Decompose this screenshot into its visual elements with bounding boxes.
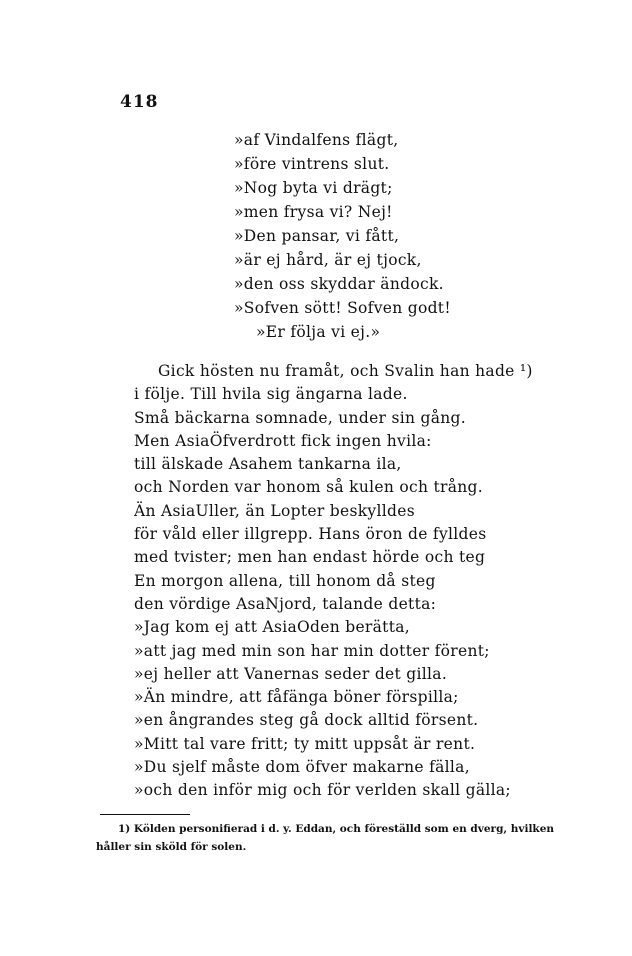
body-line: Små bäckarna somnade, under sin gång. xyxy=(134,408,466,427)
stanza-line: »af Vindalfens flägt, xyxy=(234,131,399,149)
stanza-line: »Er följa vi ej.» xyxy=(256,323,381,341)
body-line: »Än mindre, att fåfänga böner förspilla; xyxy=(134,688,459,707)
stanza-line: »den oss skyddar ändock. xyxy=(234,275,444,293)
body-line: »att jag med min son har min dotter förent; xyxy=(134,641,490,660)
stanza xyxy=(234,128,451,344)
stanza-line: »Nog byta vi drägt; xyxy=(234,179,393,197)
stanza-line: »Den pansar, vi fått, xyxy=(234,227,400,245)
body-line: Än AsiaUller, än Lopter beskylldes xyxy=(134,501,415,520)
body-line: till älskade Asahem tankarna ila, xyxy=(134,455,402,474)
stanza-line: »är ej hård, är ej tjock, xyxy=(234,251,422,269)
footnote-line: håller sin sköld för solen. xyxy=(96,841,247,853)
body-line: »ej heller att Vanernas seder det gilla. xyxy=(134,664,448,683)
stanza-line: »Sofven sött! Sofven godt! xyxy=(234,299,451,317)
body-line: den vördige AsaNjord, talande detta: xyxy=(134,594,437,613)
body-line: Men AsiaÖfverdrott fick ingen hvila: xyxy=(134,431,432,450)
footnote-divider xyxy=(100,814,190,815)
stanza-line: »före vintrens slut. xyxy=(234,155,390,173)
body-line: »Du sjelf måste dom öfver makarne fälla, xyxy=(134,758,470,777)
page-number: 418 xyxy=(120,92,159,112)
body-line: »Jag kom ej att AsiaOden berätta, xyxy=(134,618,410,637)
body-line: Gick hösten nu framåt, och Svalin han hade ¹) xyxy=(158,362,533,380)
body-line: »en ångrandes steg gå dock alltid försent. xyxy=(134,711,479,730)
footnote-line: 1) Kölden personifierad i d. y. Eddan, och föreställd som en dverg, hvilken xyxy=(118,823,555,835)
body-line: »Mitt tal vare fritt; ty mitt uppsåt är rent. xyxy=(134,734,476,753)
body-line: En morgon allena, till honom då steg xyxy=(134,571,436,590)
body-line: och Norden var honom så kulen och trång. xyxy=(134,478,483,497)
body-text xyxy=(134,360,533,803)
stanza-line: »men frysa vi? Nej! xyxy=(234,203,393,221)
body-line: »och den inför mig och för verlden skall gälla; xyxy=(134,781,511,800)
body-line: för våld eller illgrepp. Hans öron de fylldes xyxy=(134,525,487,544)
body-line: med tvister; men han endast hörde och teg xyxy=(134,548,486,567)
footnote xyxy=(96,820,566,856)
body-line: i följe. Till hvila sig ängarna lade. xyxy=(134,385,408,404)
